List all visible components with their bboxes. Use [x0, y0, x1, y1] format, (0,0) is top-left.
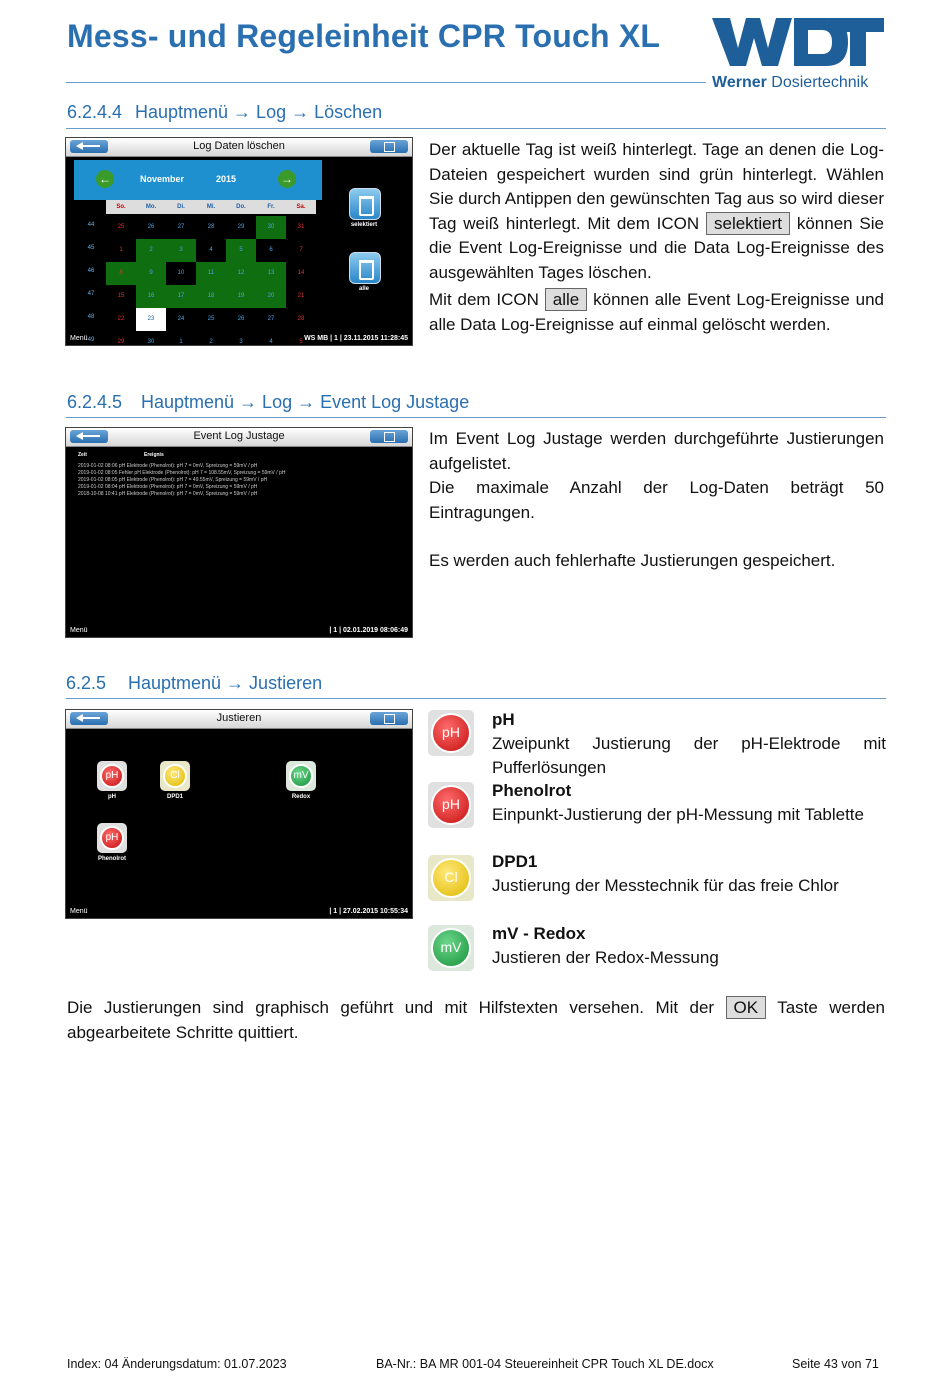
phenolrot-icon[interactable]: pH — [97, 823, 127, 853]
screen-footer: Menü WS MB | 1 | 23.11.2015 11:28:45 — [70, 335, 408, 342]
event-row: 2019-01-02 08:04 pH Elektrode (Phenolrot): pH 7 = 0mV, Spreizung = 59mV / pH — [78, 484, 258, 490]
calendar-day[interactable]: 1 — [166, 331, 196, 346]
prev-month-icon[interactable]: ← — [96, 170, 114, 188]
calendar-day[interactable]: 26 — [226, 308, 256, 331]
calendar-day[interactable]: 28 — [286, 308, 316, 331]
calendar-day[interactable]: 4 — [196, 239, 226, 262]
alle-label: alle — [545, 288, 587, 311]
calendar-day[interactable]: 25 — [196, 308, 226, 331]
screen-footer: Menü | 1 | 27.02.2015 10:55:34 — [70, 908, 408, 915]
calendar-day[interactable]: 18 — [196, 285, 226, 308]
wdt-logo — [708, 14, 886, 72]
text-event-log-justage: Im Event Log Justage werden durchgeführte Justierungen aufgelistet. Die maximale Anzahl der Log-Daten beträgt 50 Eintragungen. Es werden auch fehlerhafte Justierungen gespeichert. — [429, 429, 884, 570]
next-month-icon[interactable]: → — [278, 170, 296, 188]
week-number: 47 — [87, 291, 95, 297]
weekday-label: So. — [106, 200, 136, 214]
screen-titlebar: Event Log Justage — [66, 428, 412, 447]
desc-text-dpd1: Justierung der Messtechnik für das freie Chlor — [492, 876, 839, 895]
week-number: 44 — [87, 222, 95, 228]
calendar-day[interactable]: 30 — [136, 331, 166, 346]
week-number: 45 — [87, 245, 95, 251]
screen-titlebar: Justieren — [66, 710, 412, 729]
calendar-day[interactable]: 2 — [136, 239, 166, 262]
ph-icon: pH — [428, 710, 474, 756]
calendar-day[interactable]: 21 — [286, 285, 316, 308]
text-log-loeschen: Der aktuelle Tag ist weiß hinterlegt. Tage an denen die Log-Dateien gespeichert wurden sind grün hinterlegt. Wählen Sie durch Antippen den gewünschten Tag aus so wird dieser Tag weiß hinterlegt. Mit dem ICON selektiert können Sie die Event Log-Ereignisse und die Data Log-Ereignisse des ausgewählten Tages löschen. Mit dem ICON alle können alle Event Log-Ereignisse und alle Data Log-Ereignisse auf einmal gelöscht werden. — [429, 140, 884, 334]
calendar-day[interactable]: 26 — [136, 216, 166, 239]
home-icon[interactable] — [370, 140, 408, 153]
weekday-label: Di. — [166, 200, 196, 214]
phenolrot-label: Phenolrot — [98, 856, 126, 862]
calendar-day[interactable]: 19 — [226, 285, 256, 308]
calendar-day[interactable]: 24 — [166, 308, 196, 331]
footer-index: Index: 04 Änderungsdatum: 01.07.2023 — [67, 1357, 287, 1371]
page-title: Mess- und Regeleinheit CPR Touch XL — [67, 18, 661, 54]
section-divider — [66, 698, 886, 699]
calendar-day[interactable]: 5 — [286, 331, 316, 346]
dpd1-label: DPD1 — [166, 794, 183, 800]
calendar-day[interactable]: 8 — [106, 262, 136, 285]
event-row: 2018-10-08 10:41 pH Elektrode (Phenolrot): pH 7 = 0mV, Spreizung = 59mV / pH — [78, 491, 258, 497]
calendar-day[interactable]: 27 — [256, 308, 286, 331]
calendar-day[interactable]: 4 — [256, 331, 286, 346]
calendar-day[interactable]: 28 — [196, 216, 226, 239]
calendar-day[interactable]: 5 — [226, 239, 256, 262]
redox-icon: mV — [428, 925, 474, 971]
desc-title-dpd1: DPD1 — [492, 852, 538, 871]
calendar-day[interactable]: 11 — [196, 262, 226, 285]
footer-page: Seite 43 von 71 — [792, 1357, 879, 1371]
trash-all-icon[interactable] — [349, 252, 381, 284]
week-number: 48 — [87, 314, 95, 320]
calendar-day[interactable]: 3 — [166, 239, 196, 262]
screen-footer: Menü | 1 | 02.01.2019 08:06:49 — [70, 627, 408, 634]
header-divider — [66, 82, 706, 83]
chlorine-icon: Cl — [428, 855, 474, 901]
weekday-label: Mi. — [196, 200, 226, 214]
redox-label: Redox — [291, 794, 311, 800]
btn-selected-label: selektiert — [350, 222, 378, 228]
screenshot-event-log-justage — [65, 427, 413, 638]
calendar-day[interactable]: 29 — [106, 331, 136, 346]
menu-link[interactable]: Menü — [70, 908, 88, 915]
home-icon[interactable] — [370, 430, 408, 443]
menu-link[interactable]: Menü — [70, 627, 88, 634]
section-divider — [66, 417, 886, 418]
ph-label: pH — [108, 794, 116, 800]
calendar-day[interactable]: 17 — [166, 285, 196, 308]
calendar-day[interactable]: 31 — [286, 216, 316, 239]
weekday-label: Fr. — [256, 200, 286, 214]
event-row: 2019-01-02 08:05 pH Elektrode (Phenolrot): pH 7 = 49.55mV, Spreizung = 59mV / pH — [78, 477, 268, 483]
week-number: 46 — [87, 268, 95, 274]
calendar-day[interactable]: 2 — [196, 331, 226, 346]
footer-docnr: BA-Nr.: BA MR 001-04 Steuereinheit CPR Touch XL DE.docx — [376, 1357, 714, 1371]
calendar-day[interactable]: 1 — [106, 239, 136, 262]
redox-icon[interactable]: mV — [286, 761, 316, 791]
section-heading-event-log-justage: 6.2.4.5 Hauptmenü → Log → Event Log Justage — [67, 392, 470, 412]
calendar-day[interactable]: 22 — [106, 308, 136, 331]
desc-title-ph: pH — [492, 710, 515, 729]
calendar-day[interactable]: 25 — [106, 216, 136, 239]
week-number: 49 — [87, 337, 95, 343]
chlorine-icon[interactable]: Cl — [160, 761, 190, 791]
selektiert-label: selektiert — [706, 212, 790, 235]
calendar-day[interactable]: 14 — [286, 262, 316, 285]
trash-selected-icon[interactable] — [349, 188, 381, 220]
weekday-label: Do. — [226, 200, 256, 214]
logo-subtitle: Werner Dosiertechnik — [712, 74, 869, 91]
calendar-day[interactable]: 15 — [106, 285, 136, 308]
desc-title-redox: mV - Redox — [492, 924, 586, 943]
desc-text-redox: Justieren der Redox-Messung — [492, 948, 719, 967]
section-divider — [66, 128, 886, 129]
calendar-day[interactable]: 27 — [166, 216, 196, 239]
phenolrot-icon: pH — [428, 782, 474, 828]
calendar-day[interactable]: 29 — [226, 216, 256, 239]
screenshot-log-daten-loeschen — [65, 137, 413, 346]
calendar-day[interactable]: 13 — [256, 262, 286, 285]
screen-titlebar: Log Daten löschen — [66, 138, 412, 157]
screenshot-justieren — [65, 709, 413, 919]
home-icon[interactable] — [370, 712, 408, 725]
ok-label: OK — [726, 996, 767, 1019]
ph-icon[interactable]: pH — [97, 761, 127, 791]
calendar-day[interactable]: 20 — [256, 285, 286, 308]
weekday-label: Sa. — [286, 200, 316, 214]
calendar-day[interactable]: 16 — [136, 285, 166, 308]
section-heading-log-loeschen: 6.2.4.4 Hauptmenü → Log → Löschen — [67, 102, 383, 122]
weekday-label: Mo. — [136, 200, 166, 214]
calendar-day[interactable]: 9 — [136, 262, 166, 285]
calendar-day[interactable]: 10 — [166, 262, 196, 285]
event-table-header: Zeit Ereignis — [78, 452, 164, 458]
event-row: 2019-01-02 08:06 pH Elektrode (Phenolrot): pH 7 = 0mV, Spreizung = 59mV / pH — [78, 463, 258, 469]
calendar-day[interactable]: 3 — [226, 331, 256, 346]
calendar-year: 2015 — [216, 174, 237, 184]
btn-all-label: alle — [358, 286, 369, 292]
closing-paragraph: Die Justierungen sind graphisch geführt und mit Hilfstexten versehen. Mit der OK Taste werden abgearbeitete Schritte quittiert. — [67, 998, 885, 1042]
menu-link[interactable]: Menü — [70, 335, 88, 342]
event-row: 2019-01-02 08:05 Fehler pH Elektrode (Phenolrot): pH 7 = 108.55mV, Spreizung = 59mV / pH — [78, 470, 286, 476]
calendar-day[interactable]: 12 — [226, 262, 256, 285]
calendar-day[interactable]: 6 — [256, 239, 286, 262]
calendar-grid — [74, 200, 322, 346]
calendar — [74, 160, 322, 345]
desc-title-phenolrot: Phenolrot — [492, 781, 572, 800]
calendar-day[interactable]: 23 — [136, 308, 166, 331]
calendar-day[interactable]: 7 — [286, 239, 316, 262]
desc-text-ph: Zweipunkt Justierung der pH-Elektrode mit Pufferlösungen — [492, 734, 886, 777]
calendar-day[interactable]: 30 — [256, 216, 286, 239]
section-heading-justieren: 6.2.5 Hauptmenü → Justieren — [66, 673, 323, 693]
calendar-month: November — [140, 174, 185, 184]
desc-text-phenolrot: Einpunkt-Justierung der pH-Messung mit Tablette — [492, 805, 864, 824]
